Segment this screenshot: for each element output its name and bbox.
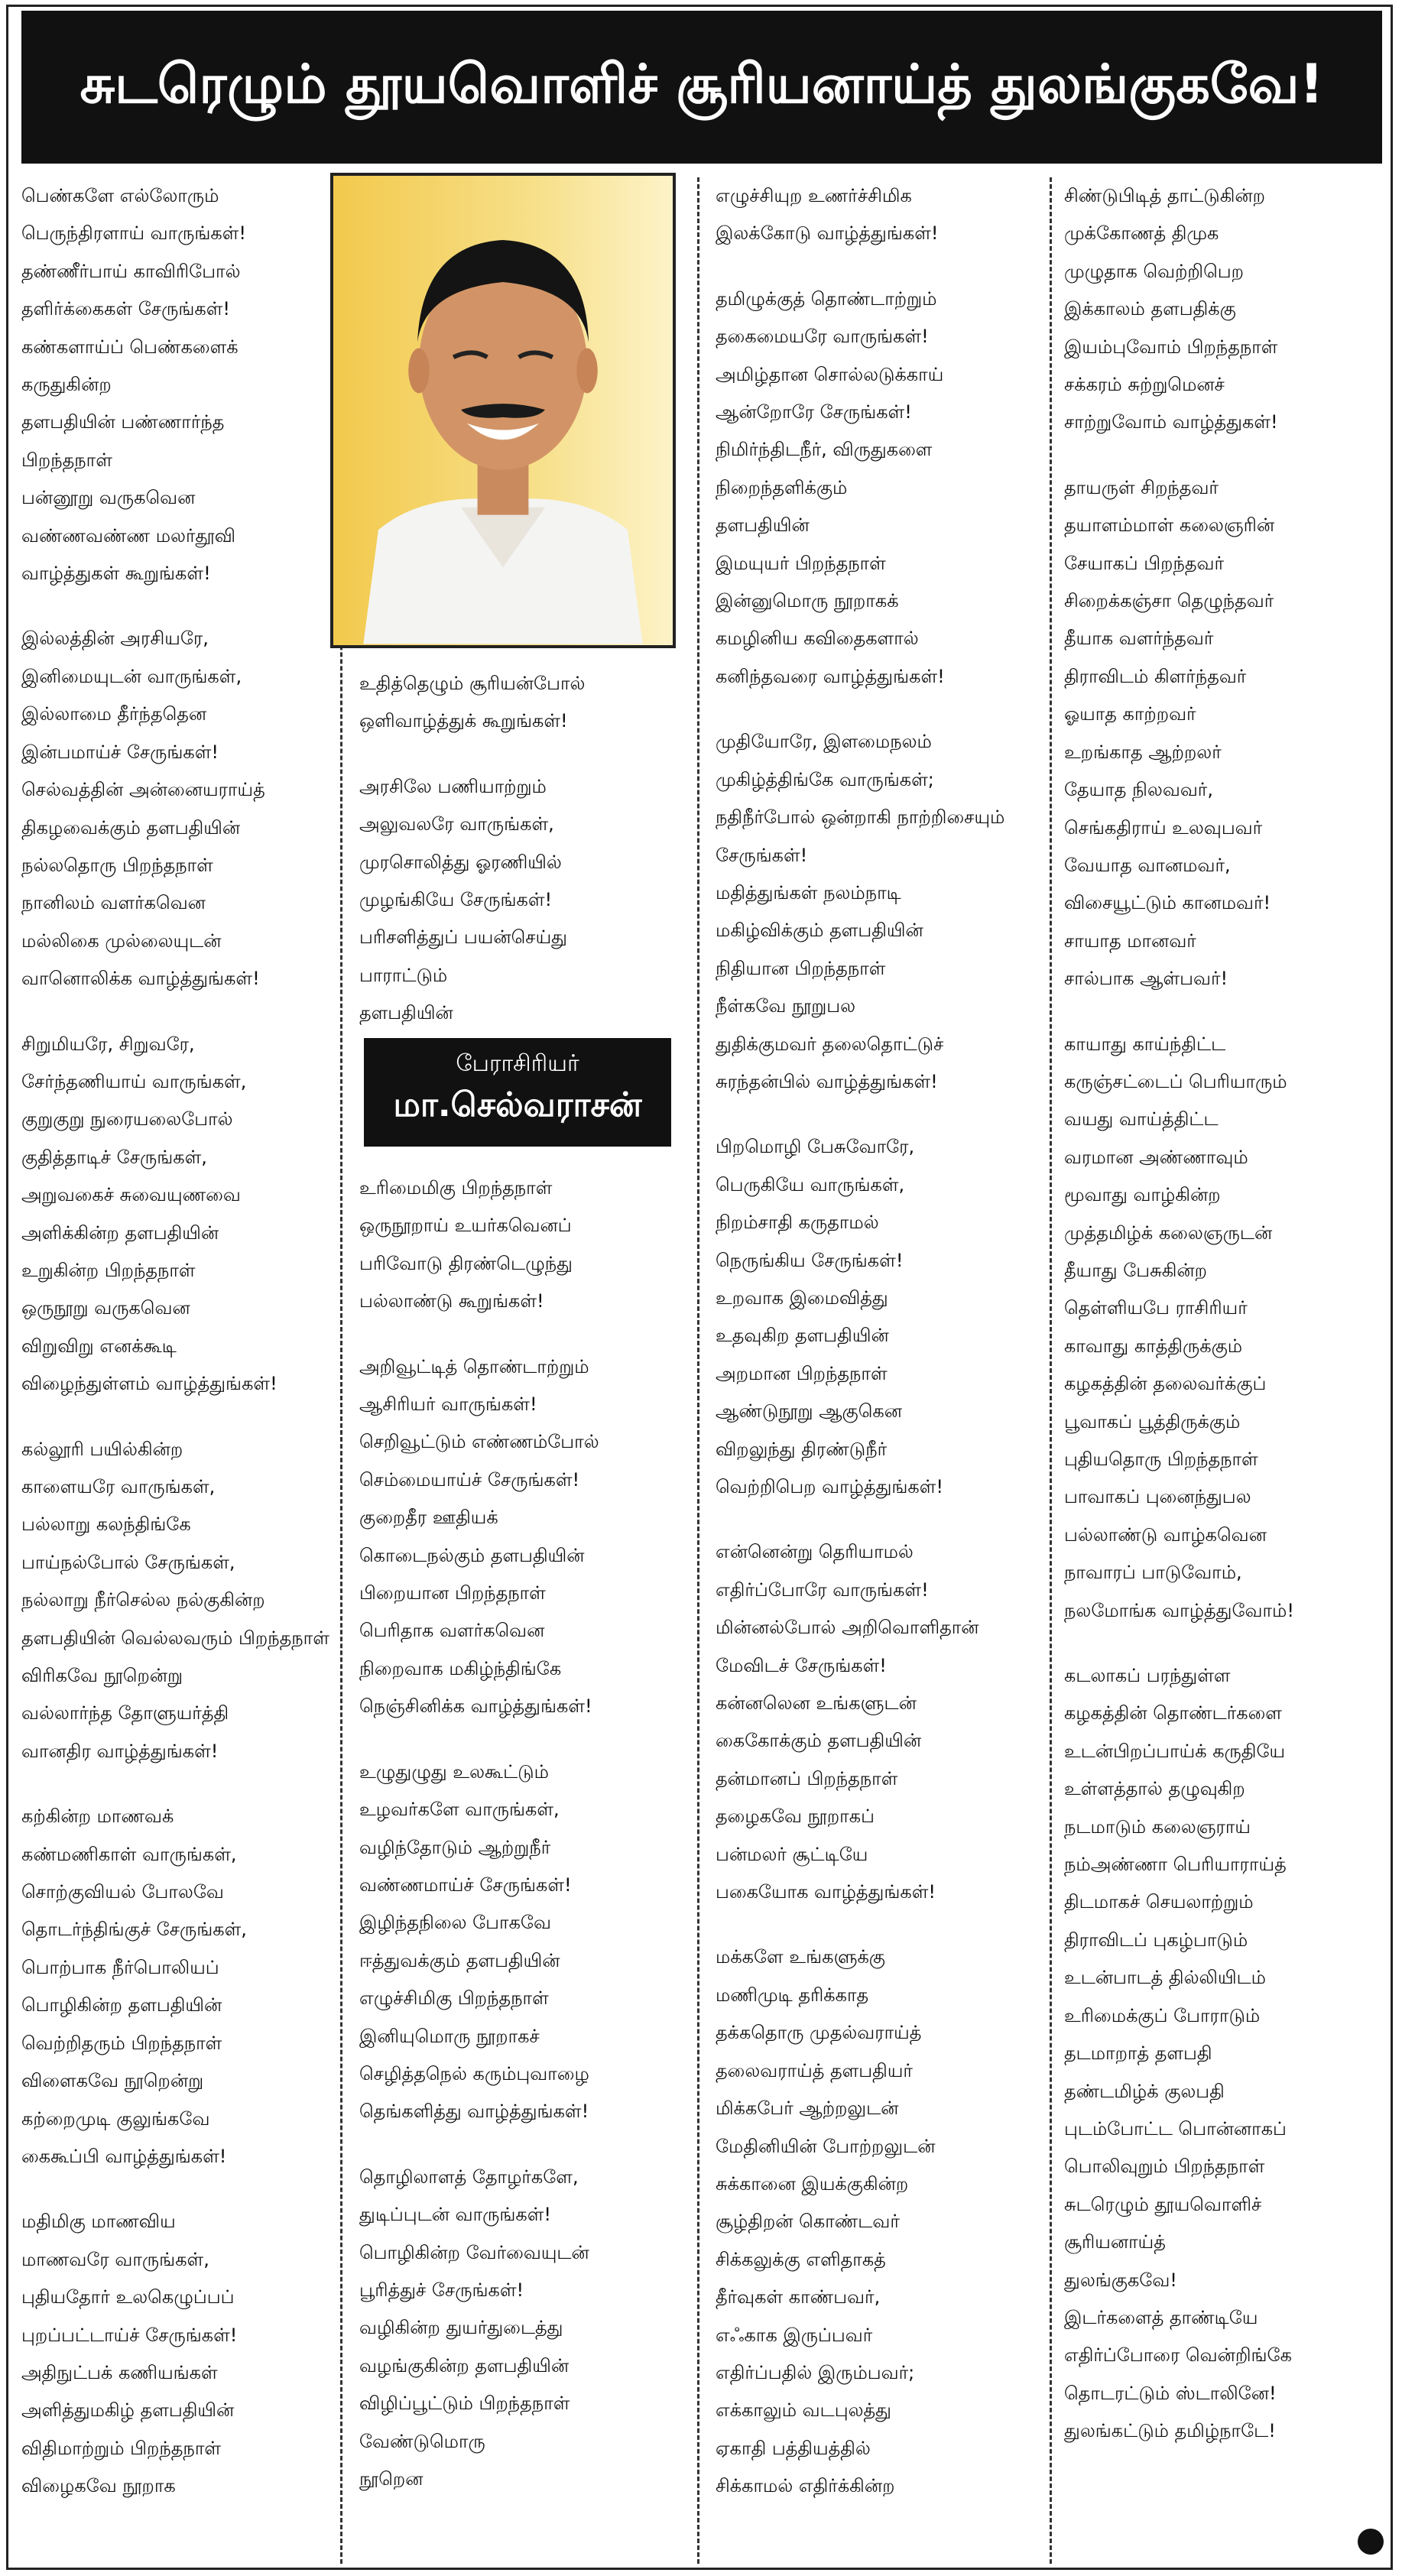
poem-line: ஈத்துவக்கும் தளபதியின் — [359, 1949, 560, 1971]
poem-line: வழங்குகின்ற தளபதியின் — [359, 2354, 570, 2376]
poem-line: தகைமையரே வாருங்கள்! — [716, 326, 929, 348]
poem-line: மக்களே உங்களுக்கு — [716, 1946, 885, 1968]
poem-line: இன்பமாய்ச் சேருங்கள்! — [21, 741, 219, 763]
poem-line: நம்அண்ணா பெரியாராய்த் — [1064, 1854, 1287, 1876]
poem-line: நீள்கவே நூறுபல — [716, 995, 856, 1017]
poem-line: அதிநுட்பக் கணியங்கள் — [21, 2361, 218, 2383]
poem-line: தலைவராய்த் தளபதியர் — [716, 2059, 913, 2081]
poem-line: கண்மணிகாள் வாருங்கள், — [21, 1843, 237, 1865]
poem-line: கன்னலென உங்களுடன் — [716, 1692, 917, 1715]
poem-stanza — [359, 2159, 680, 2499]
poem-line: மின்னல்போல் அறிவொளிதான் — [716, 1617, 979, 1639]
poem-line: இழிந்தநிலை போகவே — [359, 1912, 551, 1934]
poem-line: உறுகின்ற பிறந்தநாள் — [21, 1259, 196, 1281]
poem-line: தளபதியின் — [716, 514, 810, 537]
poem-line: அளித்துமகிழ் தளபதியின் — [21, 2399, 235, 2422]
poem-line: நெருங்கிய சேருங்கள்! — [716, 1249, 904, 1271]
poem-line: தளபதியின் — [359, 1002, 453, 1024]
poem-line: பெருகியே வாருங்கள், — [716, 1173, 905, 1196]
poem-line: எதிர்ப்பதில் இரும்பவர்; — [716, 2361, 915, 2383]
poem-line: அறிவூட்டித் தொண்டாற்றும் — [359, 1355, 589, 1377]
poem-line: சால்பாக ஆள்பவர்! — [1064, 968, 1228, 990]
poem-line: கடலாகப் பரந்துள்ள — [1064, 1665, 1231, 1687]
poem-line: கருஞ்சட்டைப் பெரியாரும் — [1064, 1070, 1287, 1092]
poem-line: பரிவோடு திரண்டெழுந்து — [359, 1252, 573, 1274]
poem-line: ஆண்டுநூறு ஆகுகென — [716, 1400, 903, 1423]
poem-line: நானிலம் வளர்கவென — [21, 892, 206, 914]
poem-line: தடமாறாத் தளபதி — [1064, 2042, 1212, 2065]
poem-line: செங்கதிராய் உலவுபவர் — [1064, 816, 1263, 839]
poem-line: துலங்குகவே! — [1064, 2269, 1177, 2291]
poem-line: மாணவரே வாருங்கள், — [21, 2248, 209, 2270]
poem-line: தளிர்க்கைகள் சேருங்கள்! — [21, 298, 230, 320]
poem-stanza — [716, 1938, 1033, 2505]
poem-line: வானொலிக்க வாழ்த்துங்கள்! — [21, 968, 260, 990]
poem-line: இனிமையுடன் வாருங்கள், — [21, 665, 242, 687]
poem-line: நிறைந்தளிக்கும் — [716, 476, 848, 498]
poem-line: தழைகவே நூறாகப் — [716, 1805, 875, 1828]
poem-line: ஓயாத காற்றவர் — [1064, 703, 1196, 725]
poem-line: பொழிகின்ற வேர்வையுடன் — [359, 2241, 589, 2263]
poem-line: இன்னுமொரு நூறாகக் — [716, 590, 899, 612]
poem-line: சொற்குவியல் போலவே — [21, 1881, 224, 1903]
poem-line: நதிநீர்போல் ஒன்றாகி நாற்றிசையும் — [716, 806, 1005, 829]
poem-line: இல்லாமை தீர்ந்ததென — [21, 703, 207, 725]
poem-line: பாராட்டும் — [359, 964, 448, 986]
poem-line: சூழ்திறன் கொண்டவர் — [716, 2211, 900, 2233]
poem-line: இலக்கோடு வாழ்த்துங்கள்! — [716, 222, 939, 245]
poem-stanza — [359, 1754, 680, 2131]
poem-line: கற்றைமுடி குலுங்கவே — [21, 2107, 210, 2130]
poem-line: முழுதாக வெற்றிபெற — [1064, 260, 1244, 282]
poem-line: சிக்கலுக்கு எளிதாகத் — [716, 2248, 886, 2270]
poem-line: பெரிதாக வளர்கவென — [359, 1620, 545, 1642]
poem-line: வேண்டுமொரு — [359, 2430, 485, 2452]
poem-line: முக்கோணத் திமுக — [1064, 222, 1219, 245]
portrait-photo — [330, 173, 676, 648]
poem-line: அறுவகைச் சுவையுணவை — [21, 1184, 241, 1206]
poem-line: தமிழுக்குத் தொண்டாற்றும் — [716, 287, 937, 310]
poem-line: தெங்களித்து வாழ்த்துங்கள்! — [359, 2101, 589, 2123]
poem-line: துடிப்புடன் வாருங்கள்! — [359, 2204, 552, 2226]
poem-line: மேதினியின் போற்றலுடன் — [716, 2135, 936, 2157]
poem-line: மூவாது வாழ்கின்ற — [1064, 1184, 1221, 1206]
poem-line: தளபதியின் பண்ணார்ந்த — [21, 411, 225, 433]
poem-column-2-bottom — [359, 1170, 680, 2526]
poem-line: பரிசளித்துப் பயன்செய்து — [359, 926, 567, 949]
poem-line: சேர்ந்தணியாய் வாருங்கள், — [21, 1070, 247, 1092]
poem-stanza — [716, 281, 1033, 696]
poem-line: எழுச்சியுற உணர்ச்சிமிக — [716, 185, 912, 206]
poem-line: சாற்றுவோம் வாழ்த்துகள்! — [1064, 411, 1278, 433]
poem-stanza — [716, 177, 1033, 253]
poem-line: கைகூப்பி வாழ்த்துங்கள்! — [21, 2145, 227, 2167]
poem-line: உரிமைமிகு பிறந்தநாள் — [359, 1177, 553, 1199]
poem-line: பிறந்தநாள் — [21, 449, 112, 471]
poem-line: காவாது காத்திருக்கும் — [1064, 1335, 1243, 1357]
poem-line: எஃகாக இருப்பவர் — [716, 2324, 873, 2346]
poem-line: நடமாடும் கலைஞராய் — [1064, 1815, 1251, 1838]
poem-line: புறப்பட்டாய்ச் சேருங்கள்! — [21, 2324, 238, 2346]
poem-line: உழுதுழுது உலகூட்டும் — [359, 1760, 549, 1783]
poem-stanza — [359, 1348, 680, 1726]
poem-line: வழிந்தோடும் ஆற்றுநீர் — [359, 1836, 551, 1858]
poem-line: துதிக்குமவர் தலைதொட்டுச் — [716, 1033, 944, 1055]
poem-line: வானதிர வாழ்த்துங்கள்! — [21, 1740, 219, 1762]
poem-line: தக்கதொரு முதல்வராய்த் — [716, 2022, 922, 2044]
poem-line: புடம்போட்ட பொன்னாகப் — [1064, 2117, 1287, 2140]
poem-line: உறங்காத ஆற்றலர் — [1064, 741, 1222, 763]
poem-line: மேவிடச் சேருங்கள்! — [716, 1654, 887, 1676]
poem-line: பொற்பாக நீர்பொலியப் — [21, 1956, 219, 1978]
poem-line: தண்ணீர்பாய் காவிரிபோல் — [21, 260, 241, 282]
poem-line: பாவாகப் புனைந்துபல — [1064, 1486, 1251, 1508]
poem-line: புதியதோர் உலகெழுப்பப் — [21, 2286, 235, 2308]
poem-line: தேயாத நிலவவர், — [1064, 779, 1213, 801]
poem-line: கற்கின்ற மாணவக் — [21, 1805, 174, 1828]
poem-line: மதிமிகு மாணவிய — [21, 2211, 176, 2233]
poem-line: தொழிலாளத் தோழர்களே, — [359, 2166, 579, 2188]
poem-line: முத்தமிழ்க் கலைஞருடன் — [1064, 1221, 1273, 1244]
poem-line: வரமான அண்ணாவும் — [1064, 1146, 1248, 1168]
poem-line: சிண்டுபிடித் தாட்டுகின்ற — [1064, 185, 1265, 206]
poem-column-1 — [21, 177, 339, 2533]
author-box — [364, 1038, 671, 1147]
poem-stanza — [716, 1533, 1033, 1911]
poem-line: ஆசிரியர் வாருங்கள்! — [359, 1393, 537, 1416]
poem-line: கமழினிய கவிதைகளால் — [716, 628, 919, 650]
poem-line: நாவாரப் பாடுவோம், — [1064, 1562, 1242, 1584]
poem-line: புதியதொரு பிறந்தநாள் — [1064, 1449, 1258, 1470]
poem-line: முரசொலித்து ஓரணியில் — [359, 851, 562, 873]
poem-line: நிறைவாக மகிழ்ந்திங்கே — [359, 1657, 562, 1679]
poem-line: காயாது காய்ந்திட்ட — [1064, 1033, 1226, 1055]
poem-line: செறிவூட்டும் எண்ணம்போல் — [359, 1431, 599, 1453]
poem-line: இக்காலம் தளபதிக்கு — [1064, 298, 1236, 320]
poem-line: சிக்காமல் எதிர்க்கின்ற — [716, 2475, 895, 2497]
poem-line: விழிப்பூட்டும் பிறந்தநாள் — [359, 2393, 570, 2415]
poem-line: பல்லாண்டு கூறுங்கள்! — [359, 1290, 544, 1312]
poem-line: உள்ளத்தால் தழுவுகிற — [1064, 1778, 1245, 1800]
poem-line: பாய்நல்போல் சேருங்கள், — [21, 1551, 235, 1573]
poem-line: தண்டமிழ்க் குலபதி — [1064, 2080, 1225, 2102]
poem-line: செல்வத்தின் அன்னையராய்த் — [21, 779, 265, 801]
poem-line: வெற்றிதரும் பிறந்தநாள் — [21, 2032, 222, 2054]
poem-line: உடன்பாடத் தில்லியிடம் — [1064, 1967, 1266, 1989]
poem-line: சிறுமியரே, சிறுவரே, — [21, 1033, 195, 1055]
poem-line: தெள்ளியபே ராசிரியர் — [1064, 1297, 1248, 1319]
poem-line: இல்லத்தின் அரசியரே, — [21, 628, 209, 650]
poem-line: எதிர்ப்போரே வாருங்கள்! — [716, 1578, 929, 1601]
end-dot — [1358, 2529, 1384, 2555]
poem-line: அரசிலே பணியாற்றும் — [359, 775, 547, 797]
poem-line: மிக்கபேர் ஆற்றலுடன் — [716, 2097, 899, 2120]
poem-line: அளிக்கின்ற தளபதியின் — [21, 1221, 219, 1244]
poem-line: ஆன்றோரே சேருங்கள்! — [716, 401, 912, 423]
poem-line: வாழ்த்துகள் கூறுங்கள்! — [21, 563, 211, 585]
poem-line: பிறையான பிறந்தநாள் — [359, 1582, 546, 1604]
poem-stanza — [1064, 177, 1381, 442]
poem-line: நிறம்சாதி கருதாமல் — [716, 1212, 879, 1234]
poem-line: நல்லதொரு பிறந்தநாள் — [21, 854, 213, 876]
poem-line: தொடரட்டும் ஸ்டாலினே! — [1064, 2382, 1277, 2404]
poem-line: திகழவைக்கும் தளபதியின் — [21, 816, 241, 839]
poem-line: செம்மையாய்ச் சேருங்கள்! — [359, 1468, 580, 1491]
headline-banner — [21, 11, 1382, 164]
poem-line: ஒருநூறு வருகவென — [21, 1297, 190, 1319]
poem-line: எதிர்ப்போரை வென்றிங்கே — [1064, 2344, 1292, 2367]
poem-line: தொடர்ந்திங்குச் சேருங்கள், — [21, 1919, 247, 1941]
poem-line: விசையூட்டும் கானமவர்! — [1064, 892, 1271, 914]
poem-stanza — [1064, 1657, 1381, 2451]
poem-line: விறலுந்து திரண்டுநீர் — [716, 1438, 888, 1460]
poem-line: சேருங்கள்! — [716, 844, 808, 866]
poem-line: வேயாத வானமவர், — [1064, 854, 1231, 876]
poem-line: கனிந்தவரை வாழ்த்துங்கள்! — [716, 665, 945, 687]
poem-line: ஒளிவாழ்த்துக் கூறுங்கள்! — [359, 710, 568, 732]
poem-line: விளைகவே நூறென்று — [21, 2070, 204, 2092]
poem-line: எக்காலும் வடபுலத்து — [716, 2399, 891, 2422]
poem-line: பெருந்திரளாய் வாருங்கள்! — [21, 222, 247, 245]
poem-stanza — [1064, 469, 1381, 998]
poem-line: வயது வாய்த்திட்ட — [1064, 1108, 1219, 1131]
poem-line: என்னென்று தெரியாமல் — [716, 1541, 914, 1563]
poem-line: பொழிகின்ற தளபதியின் — [21, 1994, 222, 2016]
column-divider — [1050, 177, 1052, 2564]
poem-stanza — [21, 1431, 339, 1771]
poem-line: தன்மானப் பிறந்தநாள் — [716, 1767, 898, 1789]
poem-line: பொலிவுறும் பிறந்தநாள் — [1064, 2156, 1265, 2178]
poem-line: சக்கரம் சுற்றுமெனச் — [1064, 374, 1225, 396]
poem-line: வண்ணவண்ண மலர்தூவி — [21, 524, 236, 547]
poem-stanza — [359, 1170, 680, 1321]
poem-line: திராவிடம் கிளர்ந்தவர் — [1064, 665, 1247, 687]
poem-column-3 — [716, 177, 1033, 2533]
poem-line: கண்களாய்ப் பெண்களைக் — [21, 336, 239, 358]
poem-stanza — [359, 768, 680, 1033]
poem-line: பல்லாண்டு வாழ்கவென — [1064, 1523, 1267, 1546]
poem-line: முழங்கியே சேருங்கள்! — [359, 889, 553, 911]
poem-line: பன்மலர் சூட்டியே — [716, 1843, 868, 1865]
poem-line: கழகத்தின் தலைவர்க்குப் — [1064, 1373, 1267, 1395]
author-role: பேராசிரியர் — [456, 1050, 579, 1077]
poem-line: அமிழ்தான சொல்லடுக்காய் — [716, 363, 944, 385]
poem-line: தாயருள் சிறந்தவர் — [1064, 476, 1219, 498]
poem-line: பிறமொழி பேசுவோரே, — [716, 1136, 915, 1158]
poem-line: நிமிர்ந்திடநீர், விருதுகளை — [716, 439, 933, 461]
poem-stanza — [716, 1128, 1033, 1506]
poem-line: கைகோக்கும் தளபதியின் — [716, 1730, 922, 1752]
poem-line: தீர்வுகள் காண்பவர், — [716, 2286, 881, 2308]
poem-line: பூரித்துச் சேருங்கள்! — [359, 2279, 524, 2301]
poem-line: நிதியான பிறந்தநாள் — [716, 957, 886, 979]
poem-line: மகிழ்விக்கும் தளபதியின் — [716, 920, 923, 942]
poem-line: கழகத்தின் தொண்டர்களை — [1064, 1702, 1282, 1724]
poem-column-2-top — [359, 665, 680, 1060]
poem-line: பன்னூறு வருகவென — [21, 487, 196, 509]
poem-line: சூரியனாய்த் — [1064, 2231, 1166, 2253]
poem-line: மதித்துங்கள் நலம்நாடி — [716, 881, 901, 904]
poem-stanza — [1064, 1026, 1381, 1630]
poem-stanza — [21, 620, 339, 998]
poem-line: உதவுகிற தளபதியின் — [716, 1325, 889, 1347]
poem-stanza — [21, 1798, 339, 2175]
poem-line: தயாளம்மாள் கலைஞரின் — [1064, 514, 1275, 537]
poem-line: வெற்றிபெற வாழ்த்துங்கள்! — [716, 1476, 944, 1497]
page-title: சுடரெழும் தூயவொளிச் சூரியனாய்த் துலங்குகவே! — [80, 52, 1324, 115]
poem-line: இடர்களைத் தாண்டியே — [1064, 2306, 1258, 2328]
poem-line: சேயாகப் பிறந்தவர் — [1064, 552, 1225, 574]
poem-line: உழவர்களே வாருங்கள், — [359, 1799, 560, 1821]
poem-stanza — [716, 723, 1033, 1101]
poem-line: விழைந்துள்ளம் வாழ்த்துங்கள்! — [21, 1373, 277, 1395]
poem-line: குறைதீர ஊதியக் — [359, 1507, 498, 1529]
poem-line: அறமான பிறந்தநாள் — [716, 1362, 888, 1384]
poem-line: நெஞ்சினிக்க வாழ்த்துங்கள்! — [359, 1695, 592, 1718]
poem-line: இமயுயர் பிறந்தநாள் — [716, 552, 886, 574]
author-name: மா.செல்வராசன் — [393, 1085, 642, 1124]
poem-line: காளையரே வாருங்கள், — [21, 1476, 216, 1497]
poem-line: உரிமைக்குப் போராடும் — [1064, 2004, 1261, 2026]
poem-stanza — [21, 177, 339, 592]
poem-line: நலமோங்க வாழ்த்துவோம்! — [1064, 1599, 1294, 1621]
poem-line: விறுவிறு எனக்கூடி — [21, 1335, 177, 1357]
poem-line: பூவாகப் பூத்திருக்கும் — [1064, 1410, 1241, 1432]
poem-line: நூறென — [359, 2468, 424, 2490]
poem-line: கருதுகின்ற — [21, 374, 112, 396]
poem-line: குறுகுறு நுரையலைபோல் — [21, 1108, 233, 1131]
poem-line: மல்லிகை முல்லையுடன் — [21, 930, 222, 952]
poem-line: தீயாது பேசுகின்ற — [1064, 1259, 1208, 1281]
poem-line: கல்லூரி பயில்கின்ற — [21, 1438, 183, 1460]
portrait-illustration — [333, 176, 673, 645]
poem-stanza — [21, 1026, 339, 1403]
poem-line: முதியோரே, இளமைநலம் — [716, 731, 932, 753]
poem-line: தளபதியின் வெல்லவரும் பிறந்தநாள் — [21, 1627, 329, 1649]
poem-line: விதிமாற்றும் பிறந்தநாள் — [21, 2437, 222, 2459]
poem-line: பல்லாறு கலந்திங்கே — [21, 1513, 191, 1536]
poem-line: உடன்பிறப்பாய்க் கருதியே — [1064, 1740, 1286, 1762]
poem-line: வழிகின்ற துயர்துடைத்து — [359, 2317, 563, 2339]
poem-line: பெண்களே எல்லோரும் — [21, 185, 219, 206]
poem-stanza — [359, 665, 680, 741]
poem-line: இயம்புவோம் பிறந்தநாள் — [1064, 336, 1278, 358]
poem-line: வல்லார்ந்த தோளுயர்த்தி — [21, 1702, 229, 1724]
poem-line: திடமாகச் செயலாற்றும் — [1064, 1891, 1254, 1913]
poem-line: ஒருநூறாய் உயர்கவெனப் — [359, 1215, 572, 1237]
poem-line: செழித்தநெல் கரும்புவாழை — [359, 2062, 589, 2084]
poem-line: சுக்கானை இயக்குகின்ற — [716, 2172, 909, 2195]
poem-line: எழுச்சிமிகு பிறந்தநாள் — [359, 1987, 549, 2010]
poem-column-4 — [1064, 177, 1381, 2478]
poem-line: மணிமுடி தரிக்காத — [716, 1984, 869, 2006]
poem-line: சுரந்தன்பில் வாழ்த்துங்கள்! — [716, 1070, 938, 1092]
poem-line: திராவிடப் புகழ்பாடும் — [1064, 1929, 1248, 1951]
poem-line: நல்லாறு நீர்செல்ல நல்குகின்ற — [21, 1589, 265, 1611]
poem-line: இனியுமொரு நூறாகச் — [359, 2025, 540, 2047]
poem-line: ஏகாதி பத்தியத்தில் — [716, 2437, 871, 2459]
poem-line: விரிகவே நூறென்று — [21, 1665, 183, 1687]
poem-line: வண்ணமாய்ச் சேருங்கள்! — [359, 1874, 572, 1896]
poem-line: பகையோக வாழ்த்துங்கள்! — [716, 1881, 936, 1903]
poem-line: கொடைநல்கும் தளபதியின் — [359, 1544, 585, 1566]
poem-line: சாயாத மானவர் — [1064, 930, 1196, 952]
poem-line: முகிழ்த்திங்கே வாருங்கள்; — [716, 768, 934, 790]
poem-line: உதித்தெழும் சூரியன்போல் — [359, 673, 586, 694]
poem-stanza — [21, 2203, 339, 2505]
poem-line: அலுவலரே வாருங்கள், — [359, 813, 554, 835]
poem-line: சுடரெழும் தூயவொளிச் — [1064, 2193, 1262, 2215]
poem-line: துலங்கட்டும் தமிழ்நாடே! — [1064, 2420, 1276, 2442]
column-divider — [697, 177, 699, 2564]
poem-line: தீயாக வளர்ந்தவர் — [1064, 628, 1214, 650]
poem-line: உறவாக இமைவித்து — [716, 1286, 888, 1309]
poem-line: விழைகவே நூறாக — [21, 2475, 176, 2497]
poem-line: சிறைக்கஞ்சா தெழுந்தவர் — [1064, 590, 1274, 612]
poem-line: குதித்தாடிச் சேருங்கள், — [21, 1146, 207, 1168]
